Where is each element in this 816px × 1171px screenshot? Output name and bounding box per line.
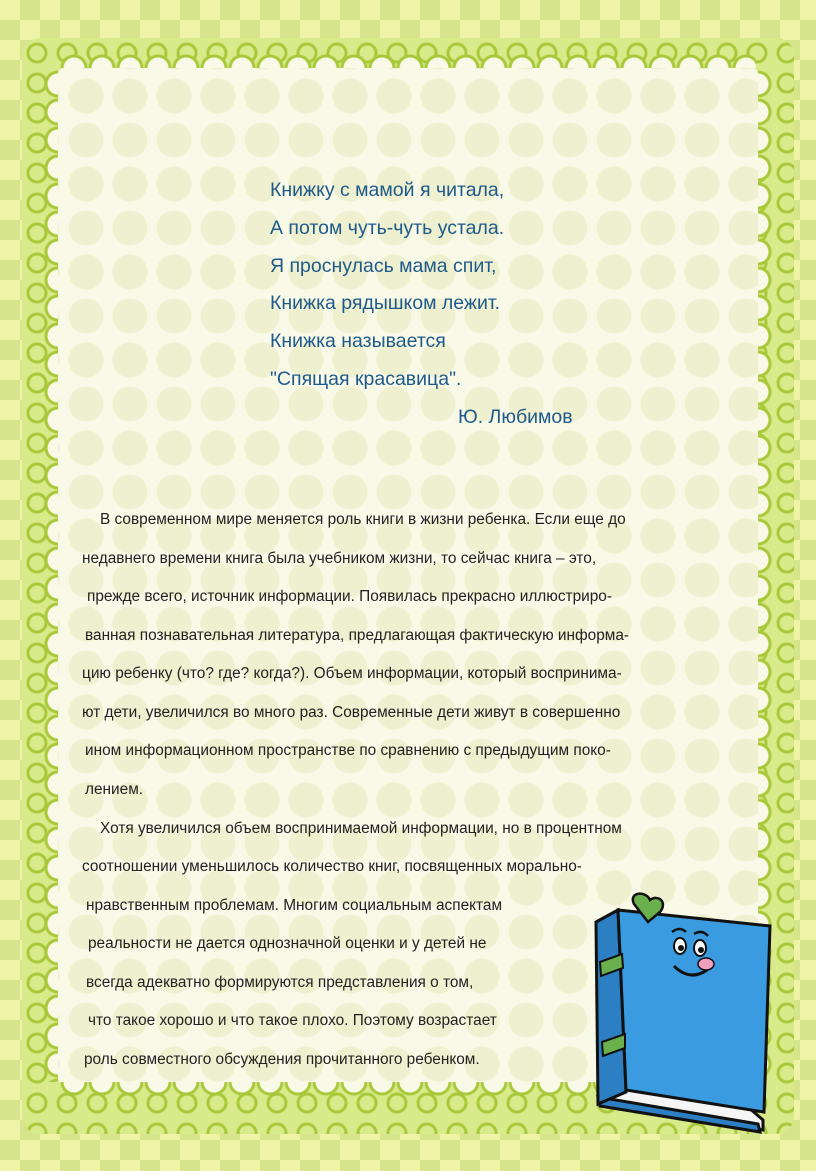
paragraph-line: соотношении уменьшилось количество книг, посвященных морально-: [82, 858, 582, 875]
paragraph-line: Хотя увеличился объем воспринимаемой информации, но в процентном: [100, 820, 622, 837]
poem-line: "Спящая красавица".: [270, 367, 462, 390]
poem-line: Книжка рядышком лежит.: [270, 292, 501, 315]
paragraph-line: ином информационном пространстве по сравнению с предыдущим поко-: [85, 742, 611, 759]
paragraph-line: ванная познавательная литература, предлагающая фактическую информа-: [85, 627, 630, 644]
poem: [270, 172, 630, 437]
poem-line: Книжка называется: [270, 330, 446, 353]
paragraph-line: недавнего времени книга была учебником жизни, то сейчас книга – это,: [82, 550, 597, 567]
poem-line: Книжку с мамой я читала,: [270, 179, 505, 201]
paragraph-line: всегда адекватно формируются представления о том,: [86, 974, 474, 991]
paragraph-line: что такое хорошо и что такое плохо. Поэтому возрастает: [88, 1012, 497, 1029]
poem-line: Я проснулась мама спит,: [270, 254, 497, 277]
paragraph-line: В современном мире меняется роль книги в жизни ребенка. Если еще до: [100, 511, 626, 528]
paragraph-line: цию ребенку (что? где? когда?). Объем информации, который воспринима-: [82, 665, 622, 682]
paragraph-line: ют дети, увеличился во много раз. Современные дети живут в совершенно: [82, 704, 621, 721]
left-lace-border: [32, 70, 58, 1082]
poem-author: Ю. Любимов: [458, 405, 573, 428]
top-lace-border: [60, 42, 756, 68]
paragraph-line: роль совместного обсуждения прочитанного ребенком.: [84, 1051, 480, 1068]
paragraph-line: лением.: [85, 781, 144, 798]
paragraph-line: реальности не дается однозначной оценки и у детей не: [88, 935, 487, 952]
poem-line: А потом чуть-чуть устала.: [270, 216, 505, 239]
paragraph-line: нравственным проблемам. Многим социальным аспектам: [86, 897, 503, 914]
smiling-blue-book-icon: [588, 892, 778, 1137]
paragraph-line: прежде всего, источник информации. Появилась прекрасно иллюстриро-: [87, 588, 612, 605]
